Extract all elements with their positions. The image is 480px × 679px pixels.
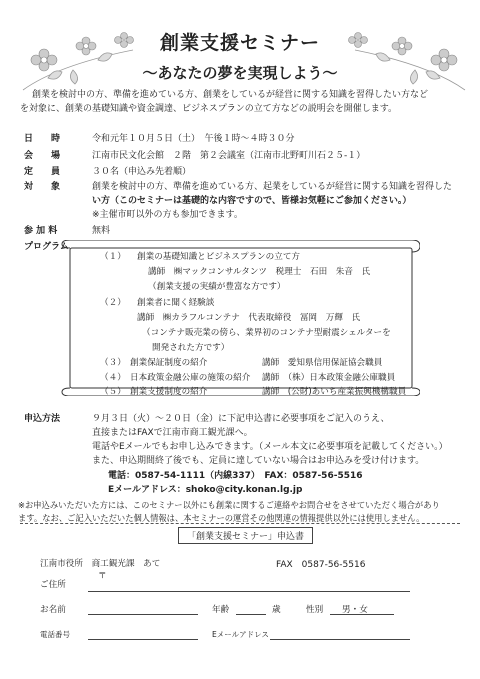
program-item-3-title: 創業保証制度の紹介 (130, 358, 208, 368)
target-line-1: 創業を検討中の方、準備を進めている方、起業をしているが経営に関する知識を習得した (92, 182, 453, 192)
age-field[interactable] (236, 614, 266, 615)
address-field[interactable] (88, 591, 410, 592)
target-label: 対 象 (24, 182, 61, 192)
program-item-1-title: 創業の基礎知識とビジネスプランの立て方 (137, 252, 301, 262)
form-heading: 「創業支援セミナー」申込書 (178, 527, 313, 544)
venue-label: 会 場 (24, 151, 61, 161)
program-item-3-no: （３） (100, 358, 126, 368)
program-item-4-title: 日本政策金融公庫の施策の紹介 (130, 373, 251, 383)
form-fax: FAX 0587-56-5516 (276, 560, 366, 570)
form-phone-label: 電話番号 (40, 630, 70, 639)
form-postal-mark: 〒 (98, 571, 107, 581)
contact-email[interactable]: Eメールアドレス：shoko@city.konan.lg.jp (108, 485, 303, 495)
form-email-label: Eメールアドレス (212, 630, 269, 639)
program-label: プログラム (24, 242, 69, 252)
phone-field[interactable] (88, 639, 198, 640)
capacity-label: 定 員 (24, 167, 61, 177)
form-age-unit: 歳 (272, 605, 281, 615)
capacity-value: ３０名（申込み先着順） (92, 167, 192, 177)
program-item-5-title: 創業支援制度の紹介 (130, 387, 208, 397)
target-line-2: い方（このセミナーは基礎的な内容ですので、皆様お気軽にご参加ください。） (92, 196, 412, 206)
page-subtitle: ～あなたの夢を実現しよう～ (142, 64, 338, 82)
date-label: 日 時 (24, 134, 61, 144)
contact-phone-fax: 電話：0587-54-1111（内線337） FAX：0587-56-5516 (108, 471, 363, 481)
program-item-1-lecturer: 講師 ㈱マックコンサルタンツ 税理士 石田 朱音 氏 (148, 267, 371, 277)
form-age-label: 年齢 (212, 605, 230, 615)
email-field[interactable] (270, 639, 410, 640)
gender-field (330, 614, 394, 615)
program-item-3-lecturer: 講師 愛知県信用保証協会職員 (262, 358, 383, 368)
form-gender-options[interactable]: 男・女 (342, 605, 368, 615)
intro-line-2: を対象に、創業の基礎知識や資金調達、ビジネスプランの立て方などの説明会を開催します。 (20, 104, 398, 114)
form-gender-label: 性別 (306, 605, 324, 615)
program-item-4-lecturer: 講師 （株）日本政策金融公庫職員 (262, 373, 396, 383)
intro-line-1: 創業を検討中の方、準備を進めている方、創業をしているが経営に関する知識を習得したい方など (32, 90, 429, 100)
program-item-5-no: （５） (100, 387, 126, 397)
target-line-3: ※主催市町以外の方も参加できます。 (92, 210, 243, 220)
form-address-label: ご住所 (40, 580, 66, 590)
application-line-4: また、申込期間終了後でも、定員に達していない場合はお申込みを受け付けます。 (92, 456, 425, 466)
program-item-4-no: （４） (100, 373, 126, 383)
program-item-1-note: （創業支援の実績が豊富な方です） (148, 282, 286, 292)
application-line-3: 電話やEメールでもお申し込みできます。（メール本文に必要事項を記載してください。） (92, 442, 448, 452)
privacy-notice-line-1: ※お申込みいただいた方には、このセミナー以外にも創業に関するご連絡やお問合せをさせていただく場合があり (18, 500, 440, 510)
name-field[interactable] (88, 614, 198, 615)
application-label: 申込方法 (24, 414, 61, 424)
application-line-2: 直接またはFAXで江南市商工観光課へ。 (92, 428, 253, 438)
program-item-2-note-2: 開発された方です） (152, 343, 230, 353)
program-item-2-note-1: （コンテナ販売業の傍ら、業界初のコンテナ型耐震シェルターを (142, 328, 391, 338)
form-name-label: お名前 (40, 605, 66, 615)
venue-value: 江南市民文化会館 ２階 第２会議室（江南市北野町川石２５-１） (92, 151, 366, 161)
cut-line (20, 523, 460, 524)
program-item-2-lecturer: 講師 ㈱カラフルコンテナ 代表取締役 冨岡 万輝 氏 (137, 313, 361, 323)
privacy-notice-line-2: ます。なお、ご記入いただいた個人情報は、本セミナーの運営その他関連の情報提供以外には使用しません。 (18, 513, 425, 523)
program-item-2-no: （２） (100, 298, 126, 308)
program-item-5-lecturer: 講師 (公財)あいち産業振興機構職員 (262, 387, 407, 397)
page-title: 創業支援セミナー (159, 32, 320, 54)
date-value: 令和元年１０月５日（土） 午後１時～４時３０分 (92, 134, 295, 144)
program-item-1-no: （１） (100, 252, 126, 262)
fee-value: 無料 (92, 226, 111, 236)
fee-label: 参 加 料 (24, 226, 58, 236)
application-line-1: ９月３日（火）～２０日（金）に下記申込書に必要事項をご記入のうえ、 (92, 414, 390, 424)
program-item-2-title: 創業者に聞く経験談 (137, 298, 215, 308)
form-to: 江南市役所 商工観光課 あて (40, 559, 161, 569)
